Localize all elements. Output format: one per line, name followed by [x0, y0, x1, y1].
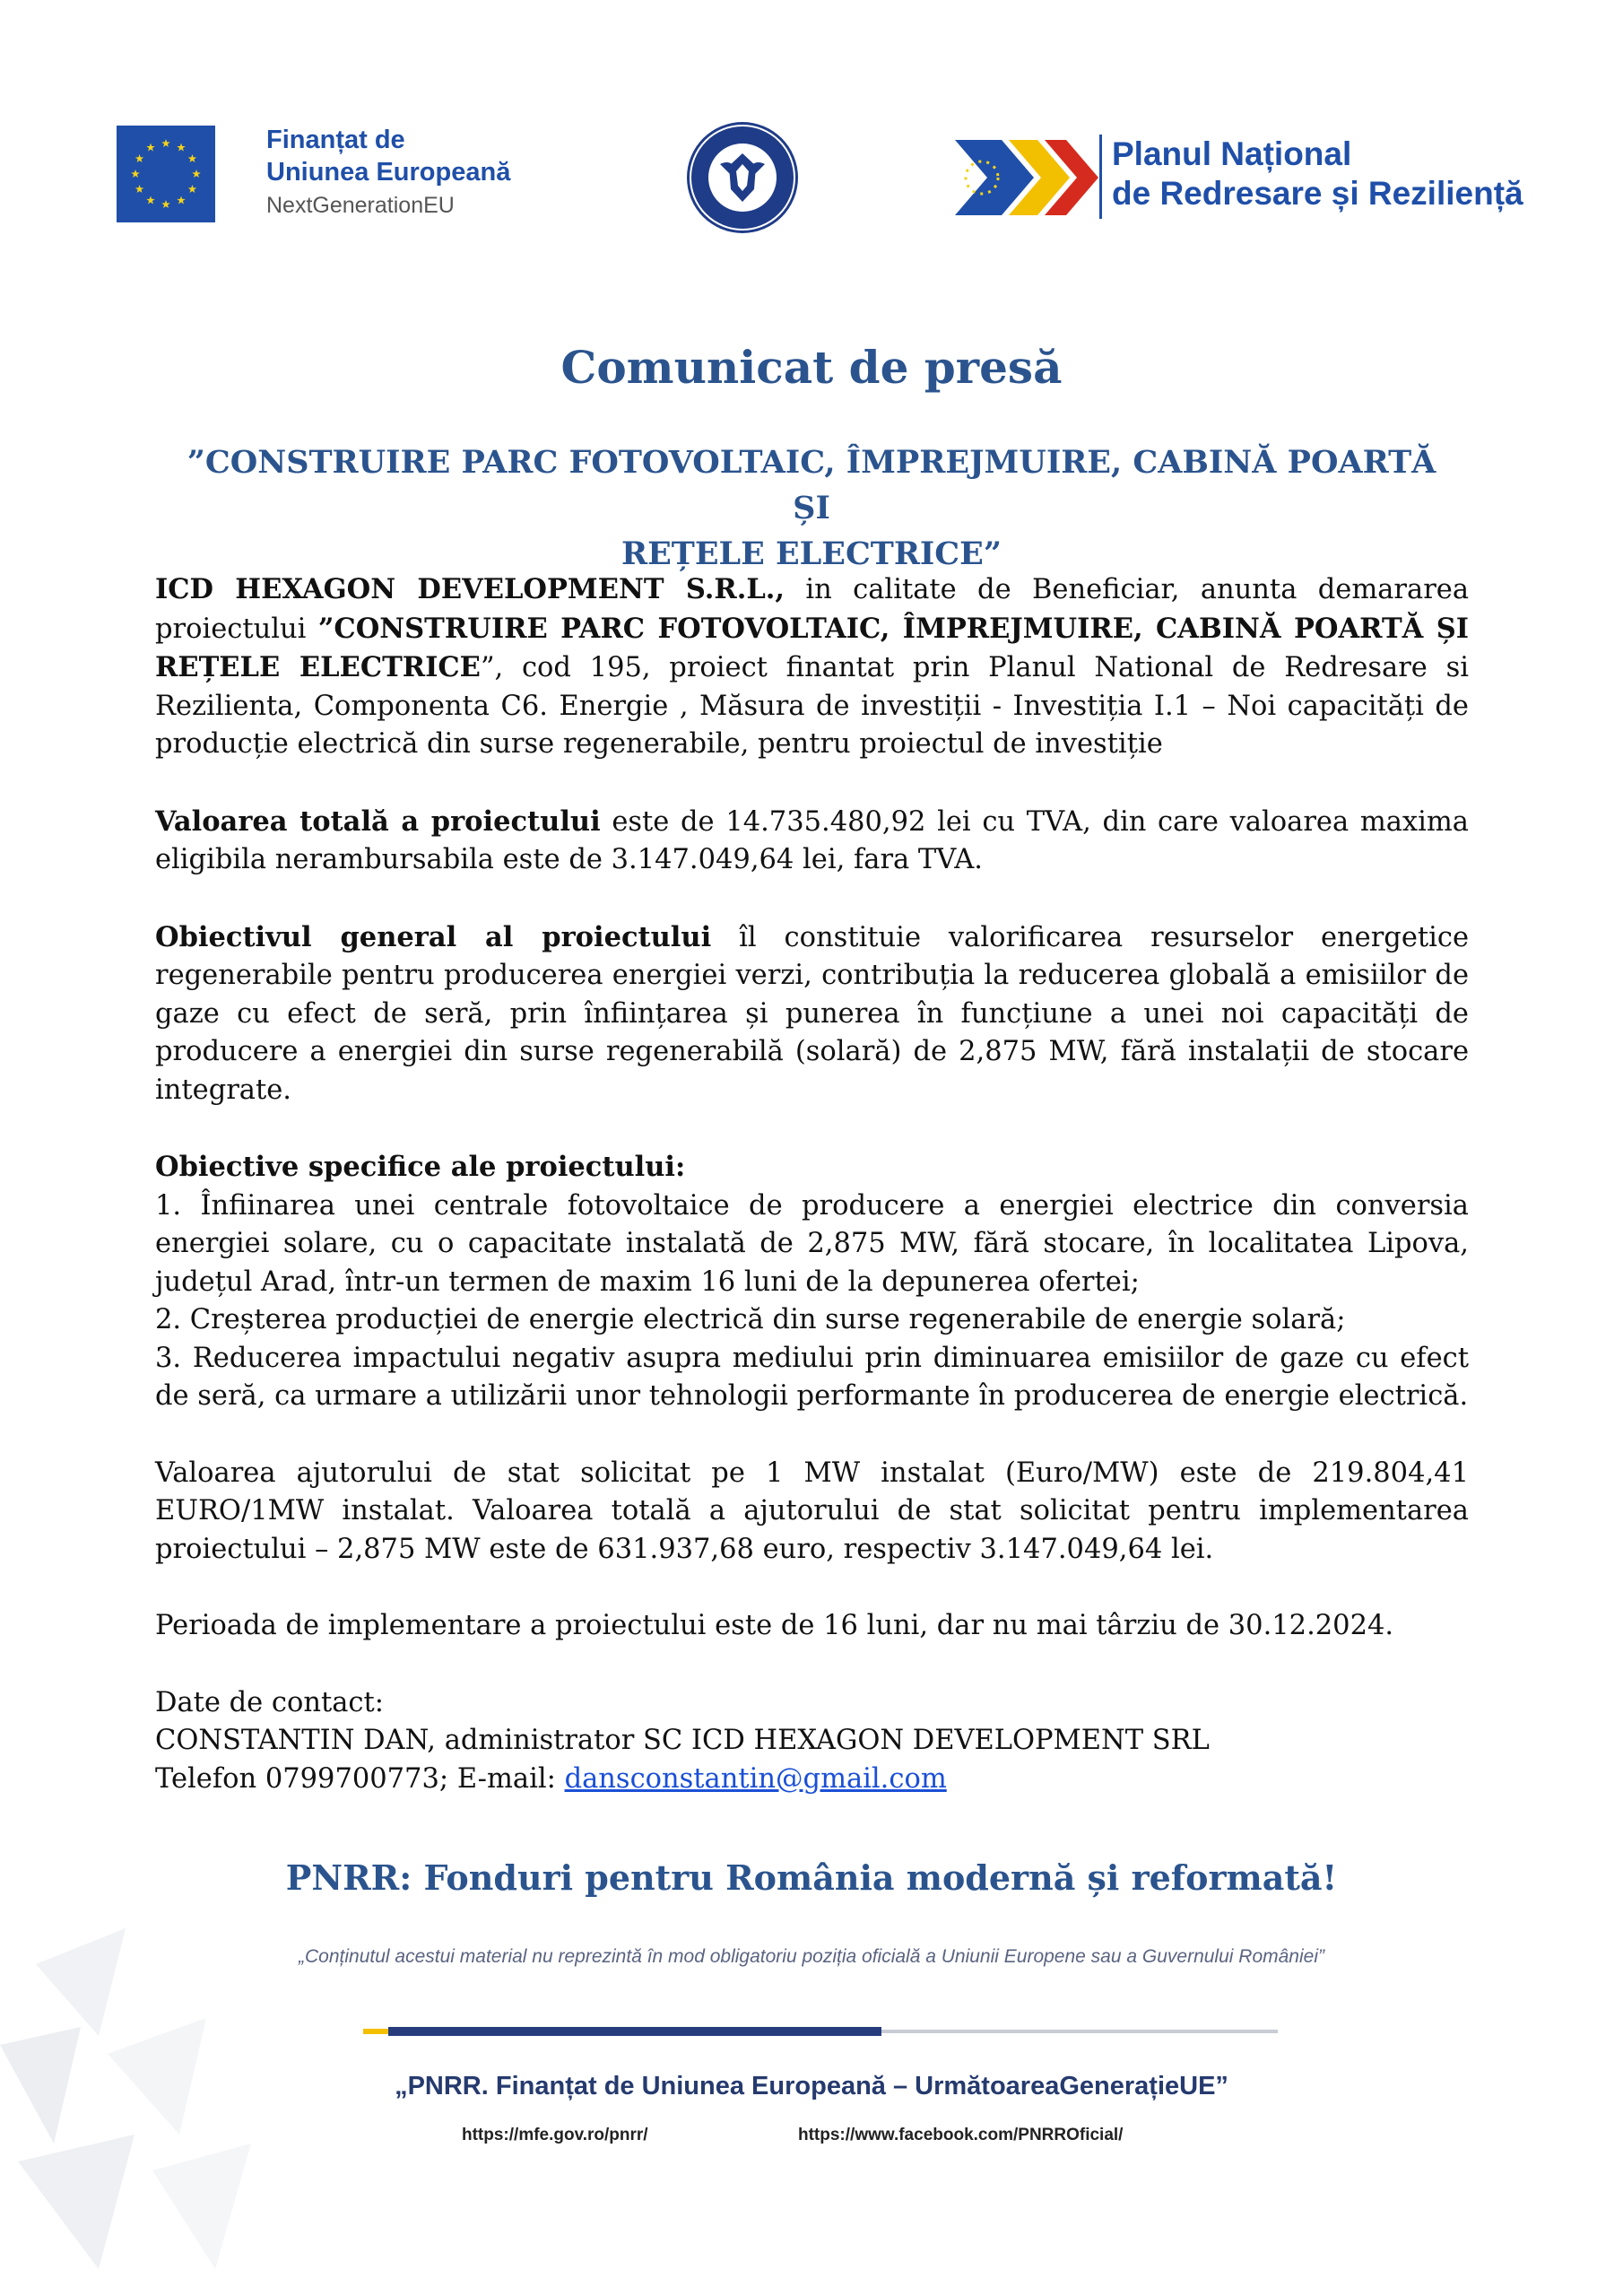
contact-phone: Telefon 0799700773; E-mail:	[155, 1762, 565, 1795]
page-title: Comunicat de presă	[560, 341, 1063, 394]
footer-slogan: „PNRR. Finanțat de Uniunea Europeană – UrmătoareaGenerațieUE”	[395, 2072, 1228, 2100]
decorative-triangles-icon	[0, 1910, 377, 2296]
pnrr-logo-text	[1112, 135, 1523, 213]
eu-flag-icon	[117, 126, 215, 222]
footer-color-bar	[363, 2027, 1278, 2036]
bar-blue-segment	[388, 2027, 881, 2036]
intro-text1: in calitate de Beneficiar, anunta demararea proiectului	[155, 574, 1470, 645]
beneficiary-name: ICD HEXAGON DEVELOPMENT S.R.L.,	[155, 573, 785, 605]
pnrr-logo-line2: de Redresare și Reziliență	[1112, 175, 1523, 212]
value-text: este de 14.735.480,92 lei cu TVA, din care valoarea maxima eligibila nerambursabila este de 3.147.049,64 lei, fara TVA.	[155, 805, 1469, 875]
footer-link-facebook[interactable]: https://www.facebook.com/PNRROficial/	[798, 2126, 1124, 2144]
value-paragraph	[155, 803, 1469, 880]
eu-star-icon	[161, 139, 170, 147]
eu-star-icon	[146, 196, 155, 204]
specific-item-1: 1. Înfiinarea unei centrale fotovoltaice de producere a energiei electrice din conversia energiei solare, cu o capacitate instalată de 2,875 MW, fără stocare, în localitatea Lipova, județul Arad, într-un termen de maxim 16 luni de la depunerea ofertei;	[155, 1189, 1469, 1298]
state-aid-paragraph: Valoarea ajutorului de stat solicitat pe 1 MW instalat (Euro/MW) este de 219.804,41 EURO/1MW instalat. Valoarea totală a ajutorului de stat solicitat pentru implementarea proiectului – 2,875 MW este de 631.937,68 euro, respectiv 3.147.049,64 lei.	[155, 1457, 1469, 1565]
eu-star-icon	[135, 154, 144, 162]
eu-star-icon	[177, 144, 186, 152]
eu-logo-line3: NextGenerationEU	[266, 193, 455, 218]
specific-item-3: 3. Reducerea impactului negativ asupra mediului prin diminuarea emisiilor de gaze cu efect de seră, ca urmare a utilizării unor tehnologii performante în producerea de energie electrică.	[155, 1342, 1469, 1412]
intro-text2: ”, cod 195, proiect finantat prin Planul National de Redresare si Rezilienta, Componenta C6. Energie , Măsura de investiții - Investiția I.1 – Noi capacități de producție electrică din surse regenerabile, pentru proiectul de investiție	[155, 652, 1469, 760]
eu-star-icon	[192, 170, 201, 178]
intro-paragraph	[155, 570, 1469, 764]
eu-star-icon	[135, 185, 144, 193]
bar-yellow-segment	[363, 2029, 388, 2034]
eu-stars-icon	[117, 126, 215, 222]
eu-star-icon	[131, 170, 140, 178]
specific-heading-text: Obiective specifice ale proiectului:	[155, 1151, 686, 1183]
pnrr-logo-icon	[955, 133, 1098, 222]
contact-block	[155, 1684, 1469, 1799]
period-paragraph: Perioada de implementare a proiectului este de 16 luni, dar nu mai târziu de 30.12.2024.	[155, 1610, 1394, 1641]
eu-star-icon	[146, 144, 155, 152]
footer	[0, 1910, 1623, 2296]
project-name: ”CONSTRUIRE PARC FOTOVOLTAIC, ÎMPREJMUIRE, CABINĂ POARTĂ ȘI REȚELE ELECTRICE	[155, 612, 1469, 683]
eu-star-icon	[161, 200, 170, 208]
header-logos	[0, 0, 1623, 269]
specific-item-2: 2. Creșterea producției de energie electrică din surse regenerabile de energie solară;	[155, 1304, 1346, 1335]
specific-heading	[155, 1148, 1469, 1187]
disclaimer-text: „Conținutul acestui material nu reprezintă în mod obligatoriu poziția oficială a Uniunii Europene sau a Guvernului României”	[299, 1946, 1324, 1967]
bar-gray-segment	[881, 2030, 1278, 2033]
eu-star-icon	[177, 196, 186, 204]
pnrr-divider	[1099, 135, 1102, 219]
footer-link-mfe[interactable]: https://mfe.gov.ro/pnrr/	[462, 2126, 648, 2144]
objective-text: îl constituie valorificarea resurselor energetice regenerabile pentru producerea energiei verzi, contribuția la reducerea globală a emisiilor de gaze cu efect de seră, prin înființarea și punerea în funcțiune a unei noi capacități de producere a energiei din surse regenerabilă (solară) de 2,875 MW, fără instalații de stocare integrate.	[155, 921, 1470, 1106]
romanian-government-seal-icon	[684, 119, 801, 236]
eu-logo-text	[266, 124, 510, 222]
pnrr-logo-line1: Planul Național	[1112, 135, 1352, 172]
contact-person: CONSTANTIN DAN, administrator SC ICD HEXAGON DEVELOPMENT SRL	[155, 1725, 1210, 1756]
contact-heading: Date de contact:	[155, 1686, 385, 1718]
contact-email-link[interactable]: dansconstantin@gmail.com	[564, 1762, 947, 1795]
subtitle-line1: ”CONSTRUIRE PARC FOTOVOLTAIC, ÎMPREJMUIRE, CABINĂ POARTĂ ȘI	[187, 444, 1436, 526]
project-subtitle	[179, 439, 1444, 577]
eu-logo-line1: Finanțat de	[266, 126, 405, 154]
pnrr-tagline: PNRR: Fonduri pentru România modernă și reformată!	[285, 1857, 1338, 1898]
subtitle-line2: REȚELE ELECTRICE”	[621, 535, 1002, 572]
objective-paragraph	[155, 918, 1469, 1110]
value-label: Valoarea totală a proiectului	[155, 804, 601, 838]
specific-objectives	[155, 1148, 1469, 1416]
press-release-body	[155, 570, 1469, 1798]
eu-star-icon	[188, 154, 197, 162]
objective-label: Obiectivul general al proiectului	[155, 920, 712, 953]
eu-star-icon	[188, 185, 197, 193]
eu-logo-line2: Uniunea Europeană	[266, 158, 511, 187]
